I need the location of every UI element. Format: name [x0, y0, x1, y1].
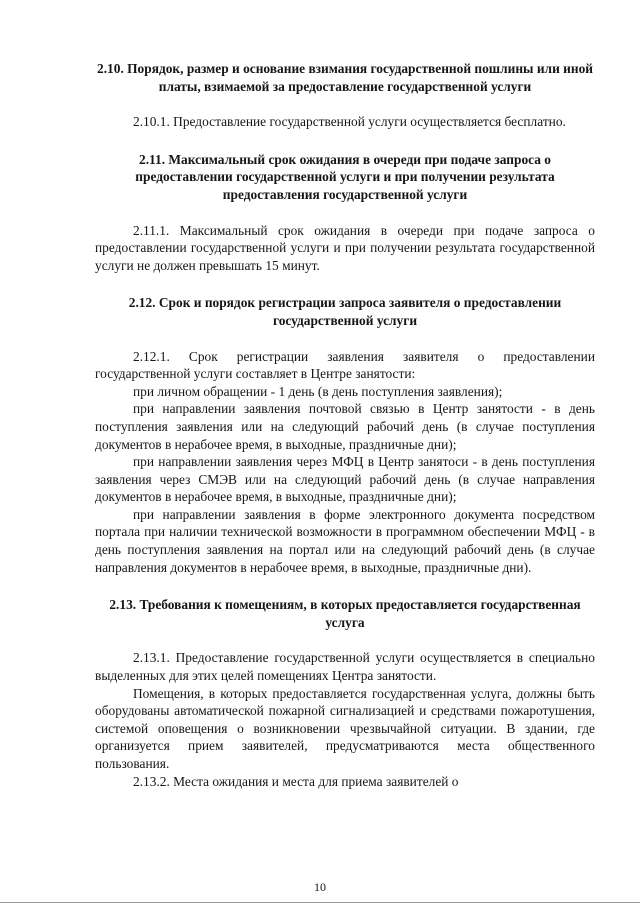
section-2-13 [95, 596, 595, 790]
section-heading: 2.11. Максимальный срок ожидания в очереди при подаче запроса о предоставлении государственной услуги и при получении результата предоставления государственной услуги [135, 151, 555, 202]
paragraph: при направлении заявления в форме электронного документа посредством портала при наличии технической возможности в программном обеспечении МФЦ - в день поступления заявления на портал или на следующий рабочий день (в случае направления документов в нерабочее время, в выходные, праздничные дни). [95, 506, 595, 575]
section-2-10 [95, 60, 595, 131]
section-heading: 2.13. Требования к помещениям, в которых предоставляется государственная услуга [109, 597, 581, 630]
document-page [95, 60, 595, 790]
paragraph: Помещения, в которых предоставляется государственная услуга, должны быть оборудованы автоматической пожарной сигнализацией и средствами пожаротушения, системой оповещения о возникновении чрезвычайной ситуации. В здании, где организуется прием заявителей, предусматриваются места общественного пользования. [95, 685, 595, 771]
section-2-11 [95, 151, 595, 275]
paragraph: 2.10.1. Предоставление государственной услуги осуществляется бесплатно. [133, 114, 566, 130]
page-number: 10 [314, 880, 326, 894]
section-2-12 [95, 294, 595, 576]
paragraph: 2.12.1. Срок регистрации заявления заявителя о предоставлении государственной услуги составляет в Центре занятости: [95, 348, 595, 382]
paragraph: 2.11.1. Максимальный срок ожидания в очереди при подаче запроса о предоставлении государственной услуги и при получении результата государственной услуги не должен превышать 15 минут. [95, 222, 595, 273]
paragraph: при направлении заявления через МФЦ в Центр занятоси - в день поступления заявления через СМЭВ или на следующий рабочий день (в случае направления документов в нерабочее время, в выходные, праздничные дни); [95, 454, 595, 505]
paragraph: 2.13.1. Предоставление государственной услуги осуществляется в специально выделенных для этих целей помещениях Центра занятости. [95, 650, 595, 684]
paragraph: при направлении заявления почтовой связью в Центр занятости - в день поступления заявления или на следующий рабочий день (в случае поступления документов в нерабочее время, в выходные, праздничные дни); [95, 401, 595, 452]
paragraph: 2.13.2. Места ожидания и места для приема заявителей о [133, 773, 459, 789]
section-heading: 2.12. Срок и порядок регистрации запроса заявителя о предоставлении государственной услуги [128, 295, 562, 328]
section-heading: 2.10. Порядок, размер и основание взимания государственной пошлины или иной платы, взимаемой за предоставление государственной услуги [97, 61, 593, 94]
footer-divider [0, 902, 640, 903]
paragraph: при личном обращении - 1 день (в день поступления заявления); [133, 383, 503, 399]
